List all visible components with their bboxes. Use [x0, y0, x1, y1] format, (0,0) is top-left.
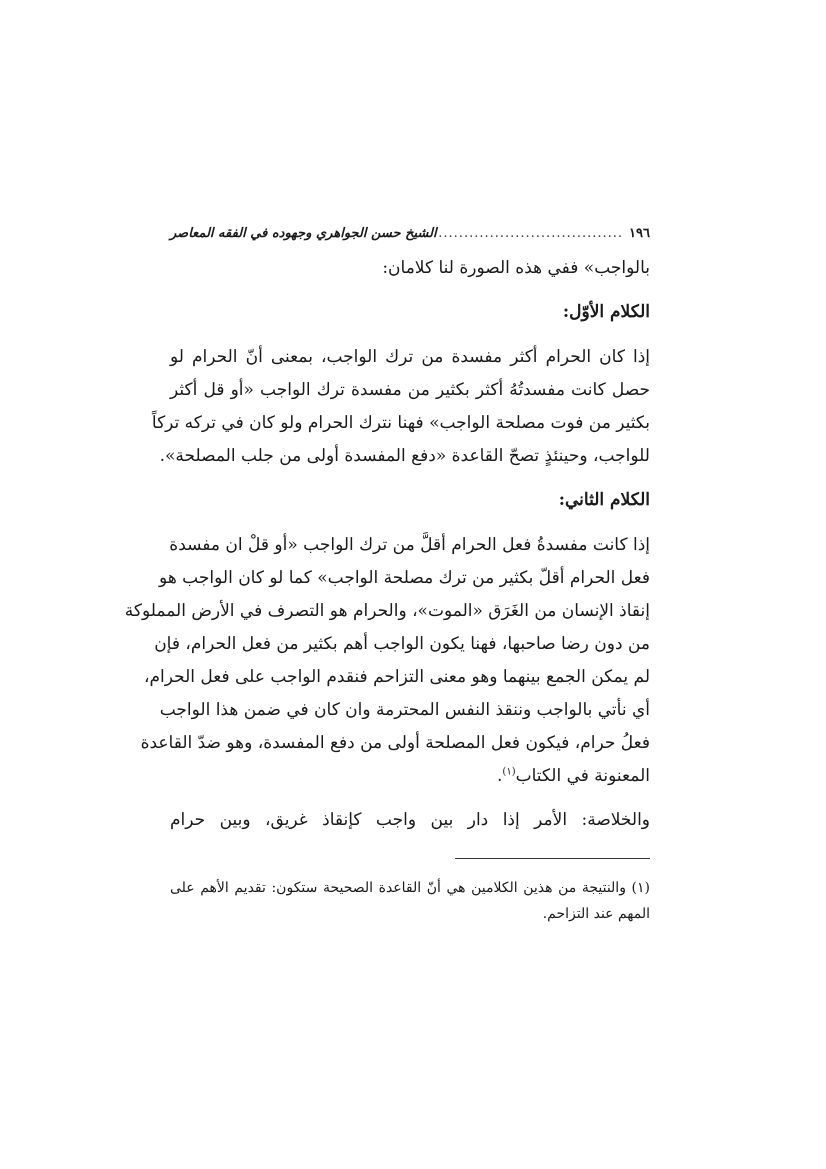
body-line: من دون رضا صاحبها، فهنا يكون الواجب أهم بكثير من فعل الحرام، فإن [154, 634, 650, 654]
body-line: للواجب، وحينئذٍ تصحّ القاعدة «دفع المفسدة أولى من جلب المصلحة». [159, 446, 650, 466]
body-line: إنقاذ الإنسان من الغَرَق «الموت»، والحرام هو التصرف في الأرض المملوكة [124, 601, 650, 621]
running-head [170, 226, 650, 241]
page-number: ١٩٦ [629, 226, 650, 241]
footnote-reference[interactable]: (١) [502, 766, 516, 778]
body-line: لم يمكن الجمع بينهما وهو معنى التزاحم فنقدم الواجب على فعل الحرام، [144, 667, 650, 687]
body-line-text: المعنونة في الكتاب [515, 766, 650, 786]
body-line: فعل الحرام أقلّ بكثير من ترك مصلحة الواجب» كما لو كان الواجب هو [159, 568, 650, 588]
body-line: إذا كانت مفسدةُ فعل الحرام أقلَّ من ترك الواجب «أو قلْ ان مفسدة [169, 535, 650, 555]
body-line: والخلاصة: الأمر إذا دار بين واجب كإنقاذ غريق، وبين حرام [170, 810, 650, 830]
footnote-separator [455, 858, 650, 859]
leader-dots: .................................... [438, 226, 624, 241]
body-line: فعلُ حرام، فيكون فعل المصلحة أولى من دفع المفسدة، وهو ضدّ القاعدة [140, 733, 650, 753]
line-end-punctuation: . [497, 766, 503, 786]
section-heading-second: الكلام الثاني: [558, 490, 650, 510]
footnote-line: المهم عند التزاحم. [542, 906, 650, 922]
body-line: بكثير من فوت مصلحة الواجب» فهنا نترك الحرام ولو كان في تركه تركاً [151, 413, 650, 433]
body-line: حصل كانت مفسدتُهُ أكثر بكثير من مفسدة ترك الواجب «أو قل أكثر [170, 380, 650, 400]
body-line [170, 766, 650, 786]
footnote-line: (١) والنتيجة من هذين الكلامين هي أنّ القاعدة الصحيحة ستكون: تقديم الأهم على [170, 880, 650, 896]
section-heading-first: الكلام الأوّل: [562, 302, 650, 322]
body-line: بالواجب» ففي هذه الصورة لنا كلامان: [382, 258, 650, 278]
running-title: الشيخ حسن الجواهري وجهوده في الفقه المعاصر [170, 226, 437, 241]
body-line: إذا كان الحرام أكثر مفسدة من ترك الواجب، بمعنى أنّ الحرام لو [170, 347, 650, 367]
body-line: أي نأتي بالواجب وننقذ النفس المحترمة وان كان في ضمن هذا الواجب [159, 700, 650, 720]
